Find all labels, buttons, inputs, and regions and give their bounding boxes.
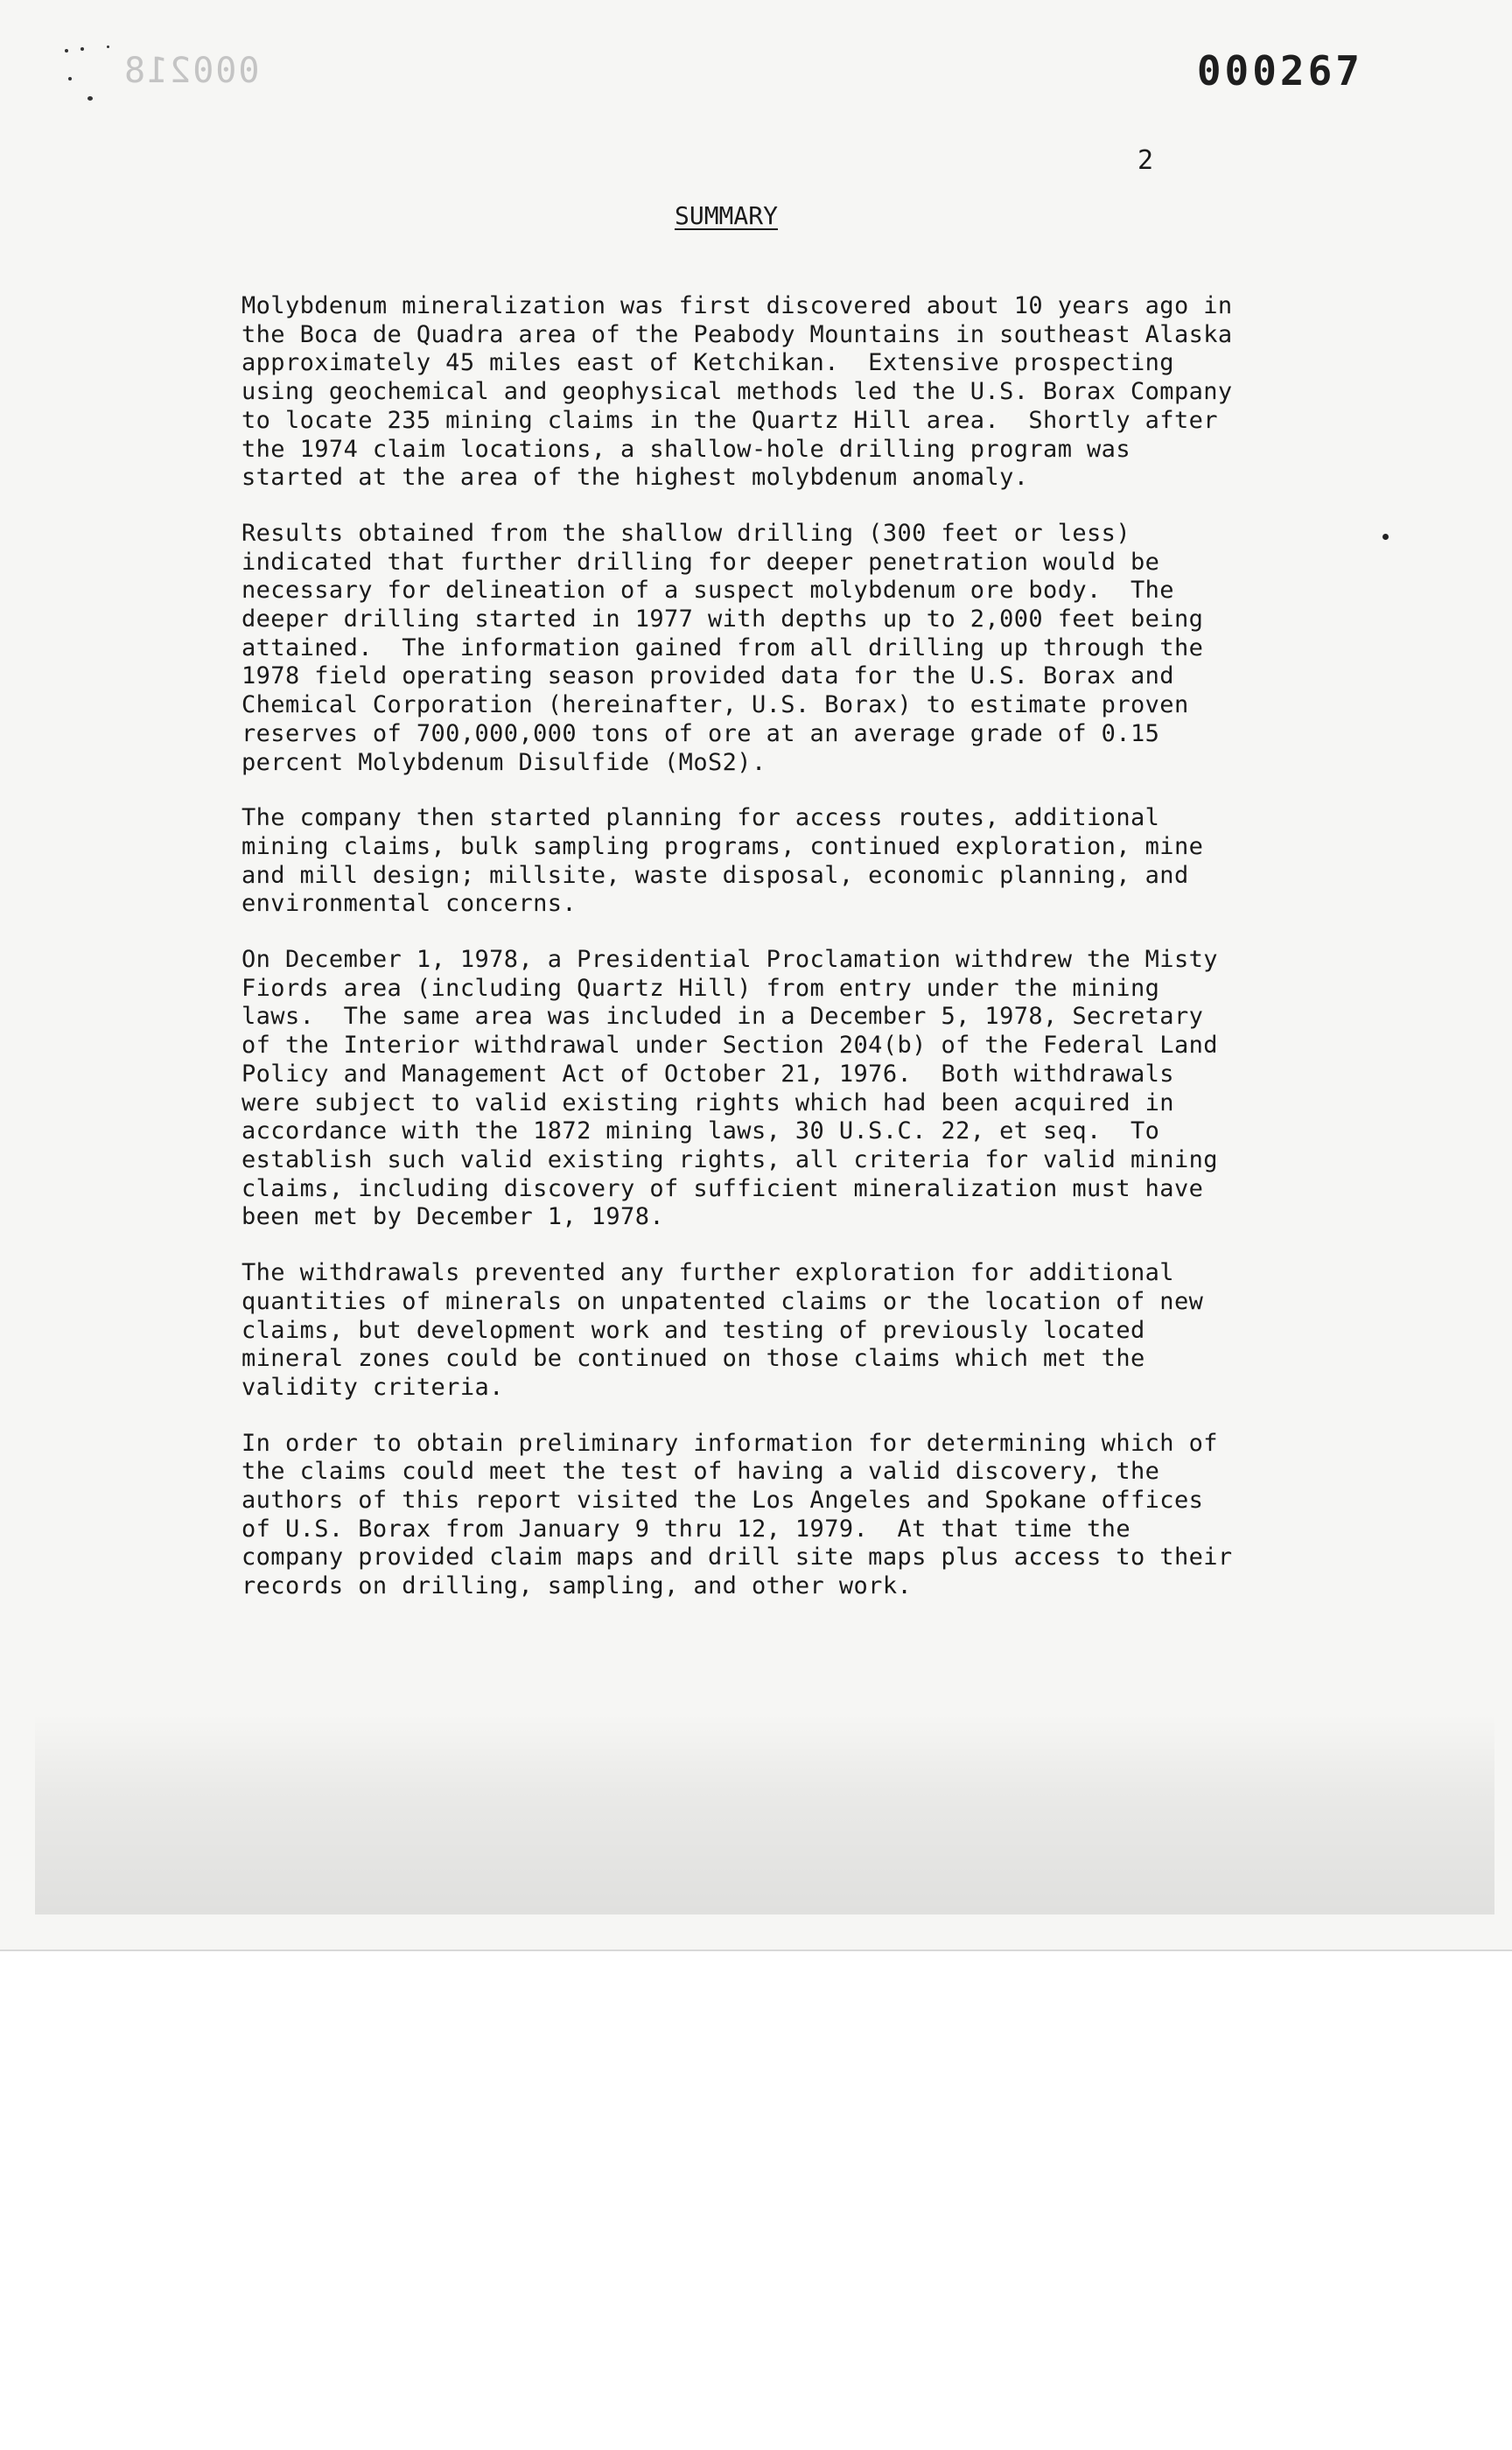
- text-line: deeper drilling started in 1977 with depths up to 2,000 feet being: [242, 606, 1204, 634]
- text-line: Chemical Corporation (hereinafter, U.S. Borax) to estimate proven: [242, 691, 1189, 719]
- text-line: On December 1, 1978, a Presidential Proclamation withdrew the Misty: [242, 946, 1218, 974]
- text-line: to locate 235 mining claims in the Quartz Hill area. Shortly after: [242, 406, 1218, 434]
- text-line: of U.S. Borax from January 9 thru 12, 1979. At that time the: [242, 1515, 1130, 1543]
- text-line: percent Molybdenum Disulfide (MoS2).: [242, 748, 766, 776]
- paragraph: [242, 804, 1256, 919]
- section-title: SUMMARY: [674, 201, 778, 230]
- text-line: attained. The information gained from all drilling up through the: [242, 634, 1204, 662]
- paragraph: [242, 1430, 1256, 1601]
- text-line: environmental concerns.: [242, 890, 578, 918]
- scan-mark: [1382, 534, 1389, 540]
- text-line: establish such valid existing rights, all criteria for valid mining: [242, 1145, 1218, 1173]
- page-number: 2: [1138, 145, 1154, 176]
- text-line: and mill design; millsite, waste disposal, economic planning, and: [242, 861, 1189, 889]
- text-line: In order to obtain preliminary information for determining which of: [242, 1429, 1218, 1457]
- text-line: accordance with the 1872 mining laws, 30 U.S.C. 22, et seq. To: [242, 1117, 1160, 1145]
- text-line: the 1974 claim locations, a shallow-hole drilling program was: [242, 435, 1130, 463]
- text-line: claims, including discovery of sufficient mineralization must have: [242, 1174, 1204, 1202]
- text-line: reserves of 700,000,000 tons of ore at an average grade of 0.15: [242, 719, 1160, 747]
- text-line: Molybdenum mineralization was first discovered about 10 years ago in: [242, 292, 1233, 319]
- paragraph: [242, 1259, 1256, 1403]
- document-stamp-number: 000267: [1196, 47, 1363, 94]
- text-line: using geochemical and geophysical methods led the U.S. Borax Company: [242, 378, 1233, 406]
- text-line: mineral zones could be continued on those claims which met the: [242, 1345, 1145, 1373]
- text-line: approximately 45 miles east of Ketchikan. Extensive prospecting: [242, 349, 1174, 377]
- paragraph: [242, 946, 1256, 1232]
- text-line: the claims could meet the test of having a valid discovery, the: [242, 1458, 1160, 1486]
- text-line: claims, but development work and testing of previously located: [242, 1316, 1145, 1344]
- text-line: Fiords area (including Quartz Hill) from entry under the mining: [242, 974, 1160, 1002]
- text-line: The withdrawals prevented any further exploration for additional: [242, 1259, 1174, 1287]
- text-line: of the Interior withdrawal under Section 204(b) of the Federal Land: [242, 1032, 1218, 1060]
- text-line: validity criteria.: [242, 1373, 504, 1401]
- text-line: mining claims, bulk sampling programs, continued exploration, mine: [242, 832, 1204, 860]
- text-line: indicated that further drilling for deeper penetration would be: [242, 548, 1160, 576]
- text-line: laws. The same area was included in a December 5, 1978, Secretary: [242, 1003, 1204, 1031]
- text-line: records on drilling, sampling, and other work.: [242, 1572, 913, 1600]
- scan-shadow: [35, 1713, 1494, 1914]
- scan-specks: [61, 44, 114, 122]
- text-line: 1978 field operating season provided data for the U.S. Borax and: [242, 662, 1174, 690]
- text-line: The company then started planning for access routes, additional: [242, 804, 1160, 832]
- text-line: started at the area of the highest molybdenum anomaly.: [242, 464, 1029, 492]
- text-line: authors of this report visited the Los Angeles and Spokane offices: [242, 1487, 1204, 1515]
- text-line: company provided claim maps and drill site maps plus access to their: [242, 1544, 1233, 1572]
- paragraph: [242, 520, 1256, 777]
- text-line: were subject to valid existing rights which had been acquired in: [242, 1088, 1174, 1116]
- faded-stamp-number: 000218: [122, 51, 260, 91]
- text-line: been met by December 1, 1978.: [242, 1203, 665, 1231]
- text-line: quantities of minerals on unpatented claims or the location of new: [242, 1287, 1204, 1315]
- text-line: Policy and Management Act of October 21, 1976. Both withdrawals: [242, 1060, 1174, 1088]
- summary-body: [242, 292, 1256, 1628]
- text-line: the Boca de Quadra area of the Peabody Mountains in southeast Alaska: [242, 320, 1233, 348]
- text-line: Results obtained from the shallow drilling (300 feet or less): [242, 519, 1130, 547]
- text-line: necessary for delineation of a suspect molybdenum ore body. The: [242, 577, 1174, 605]
- paragraph: [242, 292, 1256, 493]
